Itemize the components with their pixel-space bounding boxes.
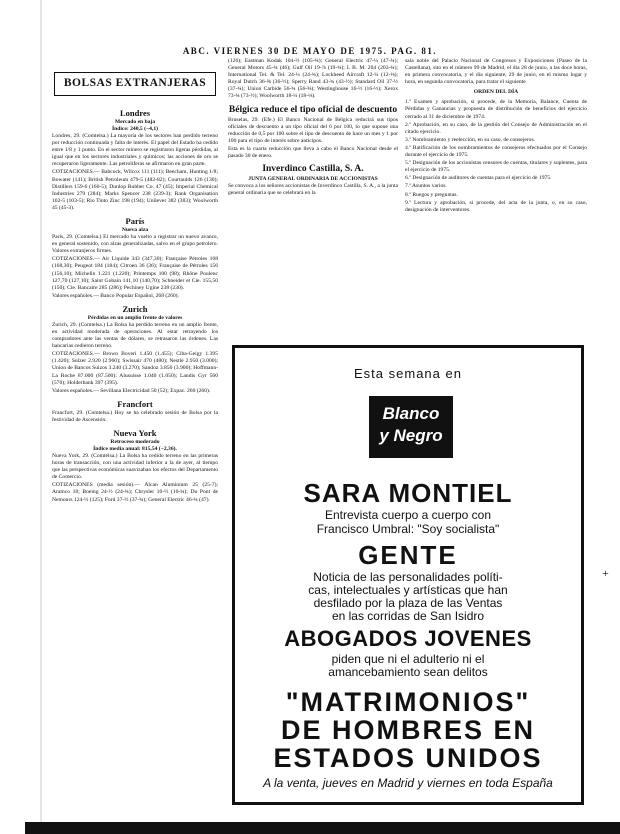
ad-headline-abogados: ABOGADOS JOVENES — [284, 626, 532, 651]
ad-headline-hombres: DE HOMBRES EN — [280, 715, 536, 745]
section-tag-bolsas — [54, 72, 216, 96]
agenda-item: 8.º Ruegos y preguntas. — [405, 191, 458, 198]
ad-text: Francisco Umbral: "Soy socialista" — [316, 522, 500, 536]
agenda-item: 6.º Designación de auditores de cuentas para el ejercicio de 1975. — [405, 175, 552, 182]
advertisement-blanco-y-negro — [232, 345, 584, 805]
ad-headline-sara-montiel: SARA MONTIEL — [303, 478, 513, 508]
page-header: ABC. VIERNES 30 DE MAYO DE 1975. PAG. 81. — [182, 46, 438, 56]
ad-text: Entrevista cuerpo a cuerpo con — [324, 508, 492, 522]
column-right — [405, 58, 587, 336]
subheadline-orden: ORDEN DEL DÍA — [473, 89, 519, 96]
section-subtitle: Mercado en baja — [114, 119, 156, 125]
ad-headline-matrimonios: "MATRIMONIOS" — [285, 687, 531, 717]
paragraph: Zurich, 29. (Comtelsa.) La Bolsa ha perdido terreno en un amplio frente, en actividad moderada de operaciones. Al estar retrayendo los compradores ante las ventas de dólares, se retrasaron las órdenes. Las bancarias cedieron terreno. — [52, 321, 218, 350]
section-subtitle: Retroceso moderado — [110, 439, 160, 445]
agenda-item: 5.º Designación de los accionistas censores de cuentas, titulares y suplentes, para el ejercicio de 1975. — [405, 160, 587, 174]
paragraph: COTIZACIONES.— Brown Boveri 1.450 (1.455); Ciba-Geigy 1.395 (1.420); Sulzer 2.920 (2.960); Swissair 470 (480); Nestlé 2.950 (3.000); Union de Bancos Suizos 3.240 (3.270); Sandoz 3.850 (3.900); Hoffmann-La Roche 87.000 (87.500); Alusuisse 1.040 (1.050); Landis Gyr 560 (570); Holderbank 397 (395). — [52, 351, 218, 386]
blanco-y-negro-logo — [369, 396, 453, 458]
section-subtitle: Pérdidas en un amplio frente de valores — [87, 314, 183, 321]
paragraph: sala noble del Palacio Nacional de Congresos y Exposiciones (Paseo de la Castellana), sito en el número 99 de Madrid, el día 28 de junio, a las doce horas, en primera convocatoria, y el día siguiente, 29 de junio, en el mismo lugar y hora, en segunda convocatoria, para tratar el siguiente — [405, 58, 587, 86]
paragraph: (126); Eastman Kodak 104-½ (105-¾); General Electric 47-¼ (47-¾); General Motors 45-¾ (46); Gulf Oil 19-⅞ (19-¾); I. B. M. 204 (203-¾); International Tel. & Tel. 24-¼ (24-¾); Lockheed Aircraft 12-¼ (12-⅛); Royal Dutch 36-⅝ (36-½); Sperry Rand 43-¾ (43-½); Standard Oil 37-½ (37-¾); Union Carbide 56-¾ (56-⅝); Westinghouse 16-½ (16-½); Xerox 73-¾ (73-½); Woolworth 18-¼ (18-⅛). — [228, 58, 398, 100]
headline-inverdinco: Inverdinco Castilla, S. A. — [262, 164, 364, 175]
paragraph: Nueva York, 29. (Comtelsa.) La Bolsa ha cedido terreno en las primeras horas de transacción, con una actividad inferior a la de ayer, al tiempo que las perspectivas económicas suavizaban los efectos del Departamento de Comercio. — [52, 453, 218, 481]
section-title: Francfort — [117, 398, 153, 409]
headline-belgica: Bélgica reduce el tipo oficial de descuento — [228, 104, 398, 115]
paragraph: Se convoca a los señores accionistas de Inverdinco Castilla, S. A., a la junta general ordinaria que se celebrará en la — [228, 183, 398, 197]
ad-text: piden que ni el adulterio ni el — [331, 652, 485, 666]
page-margin-line — [40, 0, 42, 834]
section-title: Zurich — [122, 303, 148, 314]
paragraph: Londres, 29. (Comtelsa.) La mayoría de los sectores han perdido terreno por reducción continuada y falta de interés. El papel del Estado ha cedido entre 1/8 y 1 punto. En el sector minero se registraron ligeras pérdidas, al igual que en los sectores industriales y químicos; las acciones de oro se recuperaron ligeramente. Las petrolíferas se afirmaron en gran parte. — [52, 133, 218, 168]
paragraph: COTIZACIONES (media sesión).— Alcan Aluminium 25 (25-7); Aramco 18; Boeing 24-½ (24-¾); Chrysler 10-½ (10-¾); Du Pont de Nemours 124-½ (125); Ford 37-½ (37-¾); General Electric 46-¾ (47). — [52, 482, 218, 503]
paragraph: COTIZACIONES.— Air Liquide 343 (347,30); Française Pétroles 168 (168,30); Peugeot 184 (184); Citroen 36 (36); Française de Pétroles 156 (156,10); Michelin 1.221 (1.220); Printemps 100 (98); Rhône Poulenc 127,70 (127,10); Saint Gobain 141,10 (140,70); Schneider et Cie. 155,50 (150); Cie. Bancaire 285 (286); Pechiney Ugine 238 (230). — [52, 256, 218, 291]
edge-mark: + — [602, 566, 609, 580]
ad-headline-gente: GENTE — [358, 540, 458, 570]
paragraph: Valores españoles.— Banco Popular Español, 268 (260). — [52, 292, 179, 299]
ad-text: Noticia de las personalidades políti- — [313, 570, 503, 584]
agenda-item: 2.º Aprobación, en su caso, de la gestión del Consejo de Administración en el citado ejercicio. — [405, 121, 587, 135]
agenda-item: 3.º Nombramiento y reelección, en su caso, de consejeros. — [405, 136, 536, 143]
section-title: Nueva York — [113, 428, 157, 438]
logo-line-2: y Negro — [379, 426, 443, 445]
agenda-item: 4.º Ratificación de los nombramientos de consejeros efectuados por el Consejo durante el ejercicio de 1975. — [405, 144, 587, 159]
paragraph: COTIZACIONES.— Babcock, Wilcox 111 (111); Beecham, Hunting 1/8; Bowater (141); British Petroleum 479-5 (482-82); Courtaulds 126 (130); Distillers 159-6 (160-5); Dunlop Rubber Co. 47 (45); Imperial Chemical Industries 279 (284); Marks Spencer 238 (239-3); Rank Organisation 102-5 (103-5); Rio Tinto Zinc 198 (194); Unilever 382 (383); Woolworth 45 (45-3). — [52, 169, 218, 211]
column-bolsas — [52, 68, 218, 808]
agenda-item: 9.º Lectura y aprobación, si procede, del acta de la junta, o, en su caso, designación de interventores. — [405, 199, 587, 213]
bottom-bar — [25, 822, 620, 834]
paragraph: Bruselas, 29. (Efe.) El Banco Nacional de Bélgica reducirá sus tipos oficiales de descuento a un tipo oficial del 6 por 100, lo que supone una reducción de 0,5 por 100 sobre el tipo de descuento de hace un mes y 1 por 100 para el tipo de interés sobre anticipos. — [228, 116, 398, 144]
ad-footer: A la venta, jueves en Madrid y viernes en toda España — [263, 776, 553, 790]
ad-headline-estados-unidos: ESTADOS UNIDOS — [273, 743, 543, 773]
ad-intro: Esta semana en — [354, 366, 462, 381]
section-index: Índice media anual: 815,54 (−2,36). — [93, 446, 177, 452]
section-index: Índice: 240,5 (−4,1) — [111, 126, 159, 132]
section-subtitle: Nueva alza — [121, 227, 149, 234]
section-title: París — [125, 216, 145, 227]
paragraph: Esta es la cuarta reducción que lleva a cabo el Banco Nacional desde el pasado 30 de enero. — [228, 145, 398, 160]
ad-text: en las corridas de San Isidro — [331, 609, 485, 623]
subheadline-junta: JUNTA GENERAL ORDINARIA DE ACCIONISTAS — [248, 176, 378, 183]
paragraph: París, 29. (Comtelsa.) El mercado ha vuelto a registrar un nuevo avance, en general sostenido, con alzas generalizadas, salvo en el grupo petrolero. Valores extranjeros firmes. — [52, 234, 218, 255]
paragraph: Valores españoles.— Sevillana Electricidad 50 (52); Expac. 260 (260). — [52, 387, 211, 394]
agenda-item: 7.º Asuntos varios. — [405, 183, 447, 190]
logo-line-1: Blanco — [382, 404, 440, 423]
paragraph: Francfort, 29. (Comtelsa.) Hoy se ha celebrado sesión de Bolsa por la festividad de Ascensión. — [52, 409, 218, 423]
ad-text: desfilado por la plaza de las Ventas — [313, 596, 503, 610]
ad-text: amancebamiento sean delitos — [328, 665, 488, 679]
agenda-item: 1.º Examen y aprobación, si procede, de la Memoria, Balance, Cuenta de Pérdidas y Ganancias y propuesta de distribución de beneficios del ejercicio cerrado al 31 de diciembre de 1974. — [405, 99, 587, 120]
section-title: Londres — [119, 108, 151, 118]
ad-text: cas, intelectuales y artísticas que han — [308, 583, 508, 597]
section-tag-title: BOLSAS EXTRANJERAS — [63, 77, 207, 89]
column-middle — [228, 58, 398, 336]
